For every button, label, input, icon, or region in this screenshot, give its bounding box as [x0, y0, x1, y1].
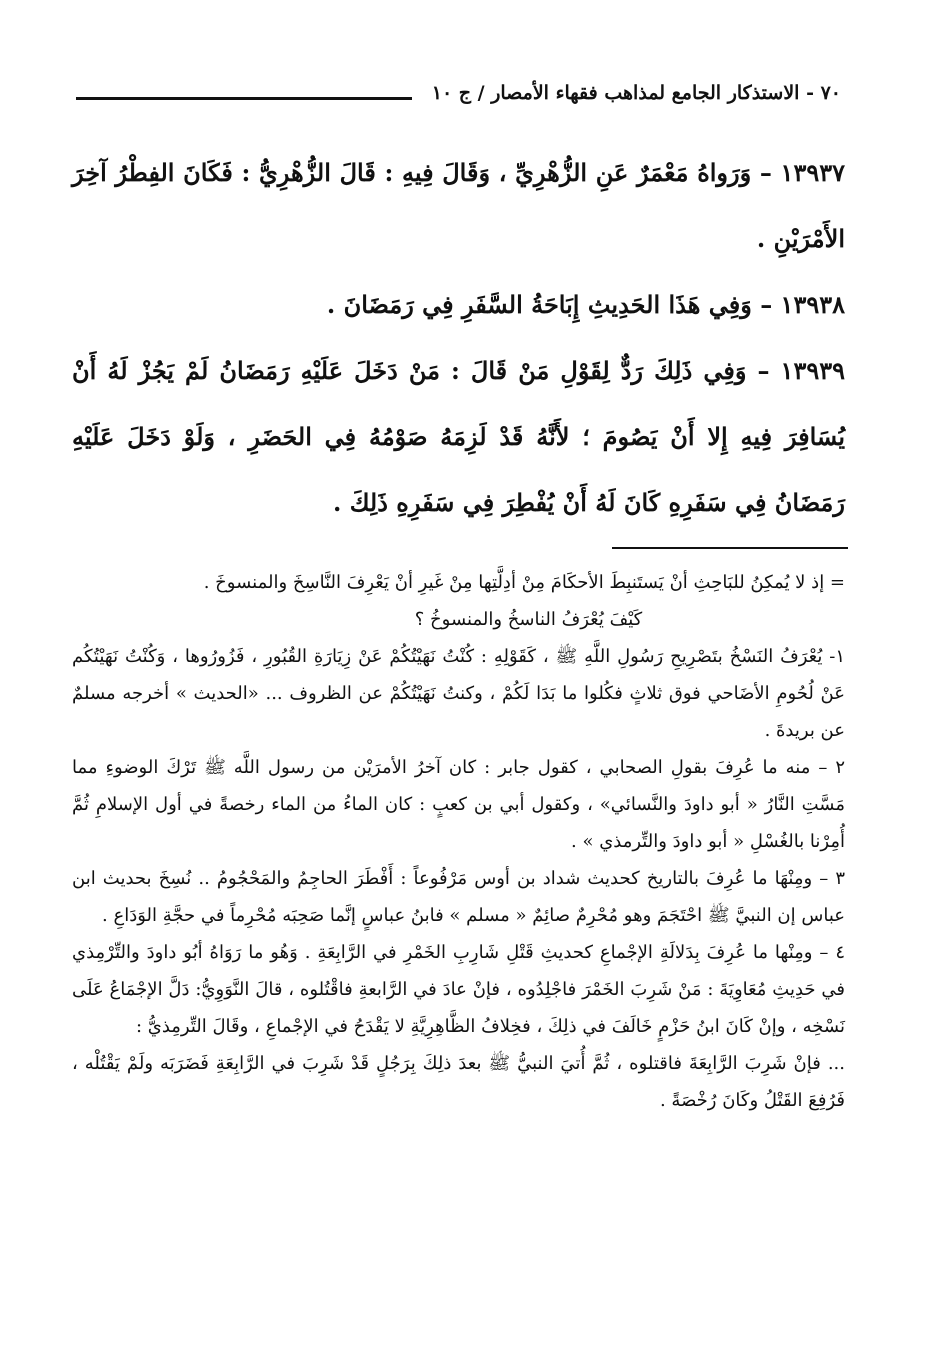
footnote-question: كَيْفَ يُعْرَفُ الناسخُ والمنسوخُ ؟ [414, 609, 643, 630]
footnotes [72, 564, 845, 1119]
footnote-item-3: ٣ – ومِنْهَا ما عُرِفَ بالتاريخ كحديث شداد بن أوس مَرْفُوعاً : أَفْطَرَ الحاجِمُ والمَحْجُومُ .. نُسِخَ بحديث ابن عباس إن النبيَّ ﷺ احْتَجَمَ وهو مُحْرِمٌ صائِمٌ « مسلم » فابنُ عباسٍ إنَّما صَحِبَه مُحْرِماً في حجَّةِ الوَدَاعِ . [72, 868, 845, 926]
footnote-quote: ... فإنْ شَرِبَ الرَّابِعَةَ فاقتلوه ، ثُمَّ أُتيَ النبيُّ ﷺ بعدَ ذلِكَ بِرَجُلٍ قَدْ شَرِبَ في الرَّابِعَةِ فَضَرَبَه ولَمْ يَقْتُلْه ، فَرُفِعَ القَتْلُ وكَانَ رُخْصَةً . [72, 1053, 845, 1111]
footnote-item-2: ٢ – منه ما عُرِفَ بقولِ الصحابي ، كقول جابر : كان آخرُ الأمرَيْن من رسول اللَّه ﷺ تَرْكَ الوضوءِ مما مَسَّتِ النَّارُ « أبو داودَ والنَّسائي» ، وكقول أبي بن كعبٍ : كان الماءُ من الماء رخصةً في أول الإسلامِ ثُمَّ أُمِرْنا بالغُسْلِ « أبو داودَ والتِّرمذي » . [72, 757, 845, 852]
running-header: ٧٠ - الاستذكار الجامع لمذاهب فقهاء الأمصار / ج ١٠ [431, 82, 841, 104]
header-rule [76, 97, 412, 100]
footnote-item-4: ٤ – ومِنْها ما عُرِفَ بِدَلالَةِ الإجْماعِ كحديثِ قَتْلِ شَارِبِ الخَمْرِ في الرَّابِعَةِ . وَهُو ما رَوَاهُ أبُو داودَ والتِّرْمِذي في حَدِيثِ مُعَاوِيَةَ : مَنْ شَرِبَ الخَمْرَ فاجْلِدُوه ، فإنْ عادَ في الرَّابعةِ فاقْتُلوه ، قالَ النَّوَوِيُّ: دَلَّ الإجْمَاعُ عَلَى نَسْخِه ، وإنْ كَانَ ابنُ حَزْمٍ خَالَفَ في ذلِكَ ، فخِلافُ الظَّاهِرِيَّةِ لا يَقْدَحُ في الإجْماعِ ، وقَالَ التِّرمِذيُّ : [72, 942, 845, 1037]
footnote-item-1: ١- يُعْرَفُ النَسْخُ بتَصْرِيحِ رَسُولِ اللَّهِ ﷺ ، كَقَوْلِهِ : كُنْتُ نَهَيْتُكُمْ عَنْ زِيَارَةِ القُبُورِ ، فَزُورُوها ، وَكُنْتُ نَهَيْتُكُم عَنْ لُحُومِ الأضَاحي فوق ثلاثٍ فكُلوا ما بَدَا لَكُمْ ، وكنتُ نَهَيْتُكُمْ عن الظروف ... «الحديث » أخرجه مسلمٌ عن بريدةَ . [72, 646, 845, 741]
paragraph-13938: ١٣٩٣٨ – وَفِي هَذَا الحَدِيثِ إِبَاحَةُ السَّفَرِ فِي رَمَضَانَ . [326, 290, 845, 319]
paragraph-13937: ١٣٩٣٧ – وَرَواهُ مَعْمَرٌ عَنِ الزُّهْرِيِّ ، وَقَالَ فِيهِ : قَالَ الزُّهْرِيُّ : فَكَانَ الفِطْرُ آخِرَ الأَمْرَيْنِ . [72, 158, 845, 253]
main-text [72, 140, 845, 536]
footnote-rule [612, 547, 848, 549]
paragraph-13939: ١٣٩٣٩ – وَفِي ذَلِكَ رَدٌّ لِقَوْلِ مَنْ قَالَ : مَنْ دَخَلَ عَلَيْهِ رَمَضَانُ لَمْ يَجُزْ لَهُ أَنْ يُسَافِرَ فِيهِ إِلا أَنْ يَصُومَ ؛ لأَنَّهُ قَدْ لَزِمَهُ صَوْمُهُ فِي الحَضَرِ ، وَلَوْ دَخَلَ عَلَيْهِ رَمَضَانُ فِي سَفَرِهِ كَانَ لَهُ أَنْ يُفْطِرَ فِي سَفَرِهِ ذَلِكَ . [72, 356, 846, 517]
footnote-continuation: = إذ لا يُمكِنُ للبَاحِثِ أنْ يَستَنبِطَ الأحكَامَ مِنْ أدِلَّتِها مِنْ غَيرِ أنْ يَعْرِفَ النَّاسِخَ والمنسوخَ . [203, 572, 845, 593]
